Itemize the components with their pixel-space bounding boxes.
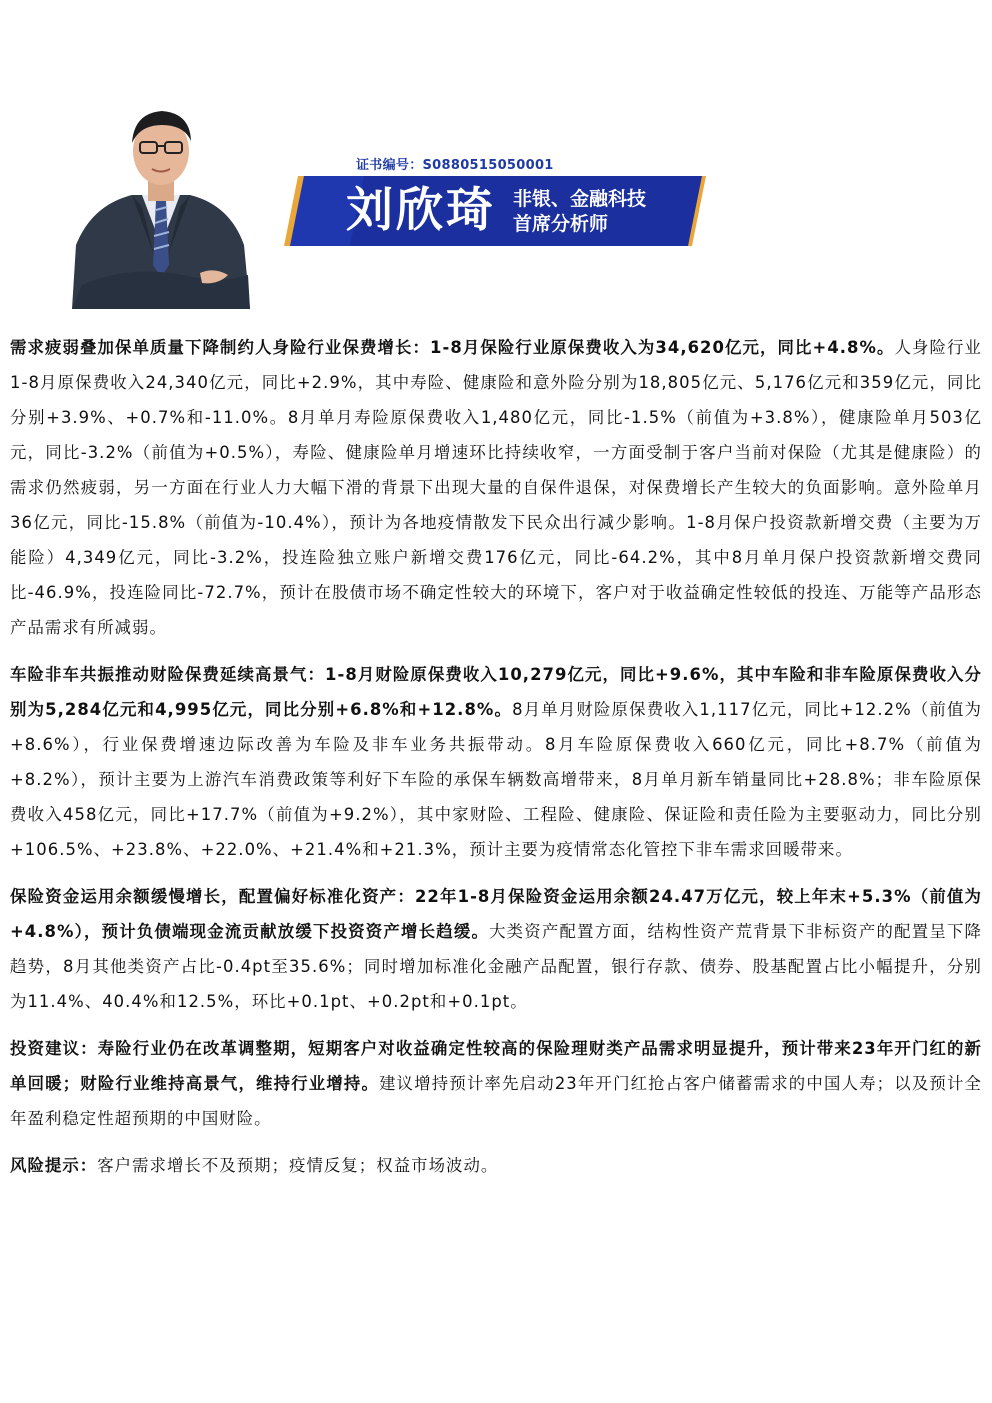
paragraph-life-insurance	[10, 330, 982, 645]
paragraph-text: 建议增持预计率先启动23年开门红抢占客户储蓄需求的中国人寿；以及预计全年盈利稳定性超预期的中国财险。	[10, 1074, 982, 1128]
paragraph-investment-advice	[10, 1031, 982, 1136]
analyst-name: 刘欣琦	[346, 183, 496, 238]
analyst-photo	[72, 95, 250, 309]
analyst-title-line2: 首席分析师	[513, 213, 609, 235]
paragraph-text: 客户需求增长不及预期；疫情反复；权益市场波动。	[97, 1156, 499, 1175]
paragraph-text: 8月单月财险原保费收入1,117亿元，同比+12.2%（前值为+8.6%），行业保费增速边际改善为车险及非车业务共振带动。8月车险原保费收入660亿元，同比+8.7%（前值为+8.2%），预计主要为上游汽车消费政策等利好下车险的承保车辆数高增带来，8月单月新车销量同比+28.8%；非车险原保费收入458亿元，同比+17.7%（前值为+9.2%），其中家财险、工程险、健康险、保证险和责任险为主要驱动力，同比分别+106.5%、+23.8%、+22.0%、+21.4%和+21.3%，预计主要为疫情常态化管控下非车需求回暖带来。	[10, 700, 983, 859]
analyst-title-line1: 非银、金融科技	[513, 188, 647, 210]
paragraph-text: 人身险行业1-8月原保费收入24,340亿元，同比+2.9%，其中寿险、健康险和意外险分别为18,805亿元、5,176亿元和359亿元，同比分别+3.9%、+0.7%和-11.0%。8月单月寿险原保费收入1,480亿元，同比-1.5%（前值为+3.8%），健康险单月503亿元，同比-3.2%（前值为+0.5%），寿险、健康险单月增速环比持续收窄，一方面受制于客户当前对保险（尤其是健康险）的需求仍然疲弱，另一方面在行业人力大幅下滑的背景下出现大量的自保件退保，对保费增长产生较大的负面影响。意外险单月36亿元，同比-15.8%（前值为-10.4%），预计为各地疫情散发下民众出行减少影响。1-8月保户投资款新增交费（主要为万能险）4,349亿元，同比-3.2%，投连险独立账户新增交费176亿元，同比-64.2%，其中8月单月保户投资款新增交费同比-46.9%，投连险同比-72.7%，预计在股债市场不确定性较大的环境下，客户对于收益确定性较低的投连、万能等产品形态产品需求有所减弱。	[10, 338, 982, 637]
paragraph-heading: 需求疲弱叠加保单质量下降制约人身险行业保费增长：1-8月保险行业原保费收入为34,620亿元，同比+4.8%。	[10, 338, 895, 357]
paragraph-heading: 风险提示：	[10, 1156, 98, 1175]
analyst-titles	[513, 187, 646, 237]
paragraph-text: 大类资产配置方面，结构性资产荒背景下非标资产的配置呈下降趋势，8月其他类资产占比-0.4pt至35.6%；同时增加标准化金融产品配置，银行存款、债券、股基配置占比小幅提升，分别为11.4%、40.4%和12.5%，环比+0.1pt、+0.2pt和+0.1pt。	[10, 922, 982, 1011]
paragraph-heading: 车险非车共振推动财险保费延续高景气：1-8月财险原保费收入10,279亿元，同比+9.6%，其中车险和非车险原保费收入分别为5,284亿元和4,995亿元，同比分别+6.8%和+12.8%。	[10, 665, 982, 719]
report-body	[10, 330, 982, 1195]
paragraph-risk-warning	[10, 1148, 982, 1183]
paragraph-heading: 保险资金运用余额缓慢增长，配置偏好标准化资产：22年1-8月保险资金运用余额24.47万亿元，较上年末+5.3%（前值为+4.8%），预计负债端现金流贡献放缓下投资资产增长趋缓。	[10, 887, 982, 941]
paragraph-heading: 投资建议：寿险行业仍在改革调整期，短期客户对收益确定性较高的保险理财类产品需求明显提升，预计带来23年开门红的新单回暖；财险行业维持高景气，维持行业增持。	[10, 1039, 982, 1093]
paragraph-fund-usage	[10, 879, 982, 1019]
certificate-number: 证书编号：S0880515050001	[356, 158, 554, 173]
paragraph-property-insurance	[10, 657, 982, 867]
analyst-banner	[284, 176, 706, 246]
